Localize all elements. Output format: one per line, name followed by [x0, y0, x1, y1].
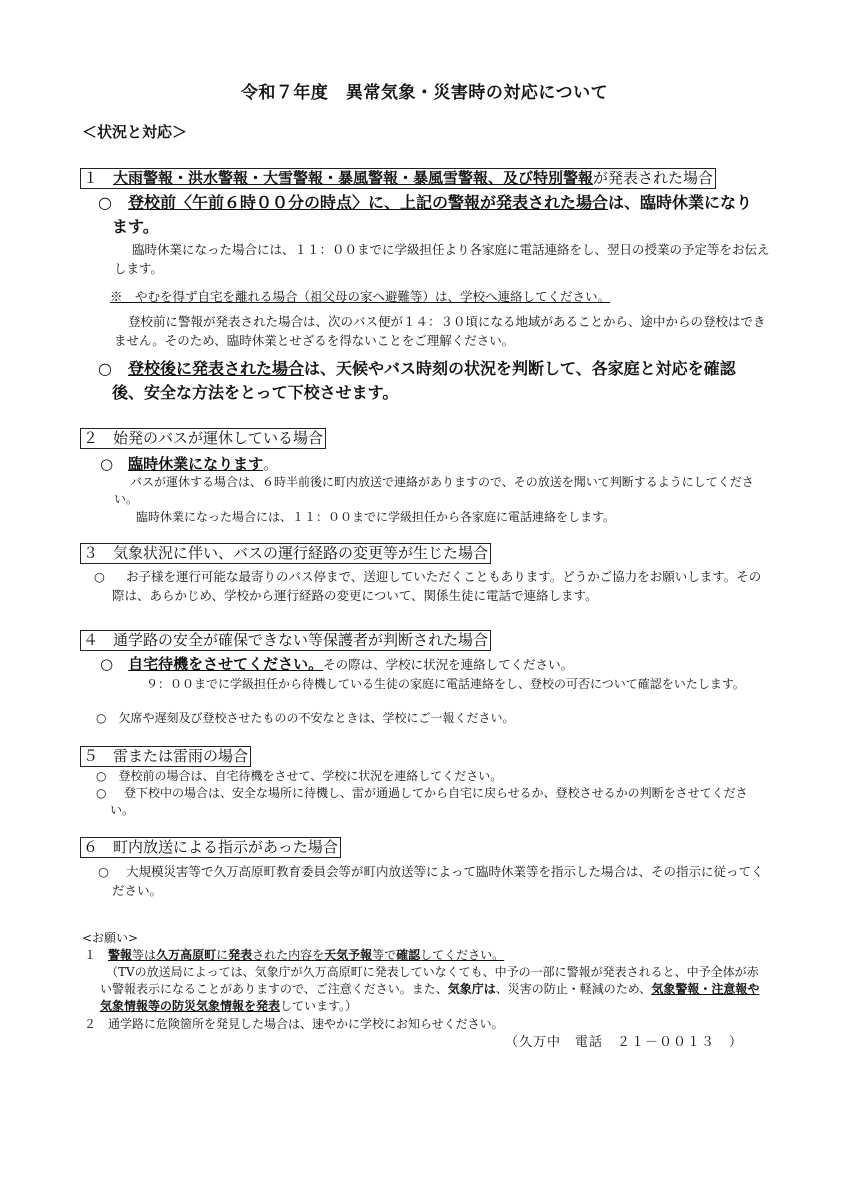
bullet-mark: ○	[98, 359, 112, 378]
section-1-heading	[80, 168, 716, 189]
s1-bullet-2-underlined: 登校後に発表された場合	[127, 359, 304, 378]
s2-bullet-tail: 。	[263, 455, 279, 473]
r1-text-bold: 気象庁は	[447, 982, 496, 996]
request-2-text: 通学路に危険箇所を発見した場合は、速やかに学校にお知らせください。	[108, 1017, 504, 1031]
contact-info: （久万中 電話 ２１－００１３ ）	[505, 1035, 744, 1050]
s6-paragraph: 大規模災害等で久万高原町教育委員会等が町内放送等によって臨時休業等を指示した場合は、その指示に従ってください。	[112, 864, 764, 898]
s3-paragraph: お子様を運行可能な最寄りのバス停まで、送迎していただくこともあります。どうかご協力をお願いします。その際は、あらかじめ、学校から運行経路の変更について、関係生徒に電話で連絡します。	[112, 569, 762, 603]
request-1	[84, 947, 504, 964]
s5-paragraph-2: 登下校中の場合は、安全な場所に待機し、雷が通過してから自宅に戻らせるか、登校させるかの判断をさせてください。	[110, 786, 748, 817]
s4-bullet-tail: その際は、学校に状況を連絡してください。	[323, 657, 574, 672]
s2-bullet	[100, 454, 278, 474]
section-4-heading: ４ 通学路の安全が確保できない等保護者が判断された場合	[80, 630, 491, 651]
request-2-number: ２	[84, 1017, 97, 1031]
bullet-mark: ○	[100, 655, 114, 673]
s5-bullet-1	[96, 768, 502, 785]
s4-bullet	[100, 654, 573, 675]
request-1-paragraph	[100, 964, 770, 1015]
bullet-mark: ○	[96, 769, 107, 783]
bullet-mark: ○	[100, 455, 114, 473]
r1-part: 等で	[372, 948, 397, 962]
r1-text-bold-underlined: 気象警報・注意報や気象情報等の防災気象情報を発表	[100, 982, 760, 1013]
request-2	[84, 1016, 504, 1033]
s1-bullet-1-tail: は、臨時休業になり	[608, 193, 753, 212]
page-title: 令和７年度 異常気象・災害時の対応について	[240, 83, 609, 103]
s1-paragraph-1: 臨時休業になった場合には、１１：００までに学級担任より各家庭に電話連絡をし、翌日の授業の予定等をお伝えします。	[114, 242, 770, 276]
s5-paragraph-1: 登校前の場合は、自宅待機をさせて、学校に状況を連絡してください。	[118, 769, 503, 783]
r1-part: 天気予報	[324, 948, 373, 962]
r1-part: 等は	[132, 948, 157, 962]
r1-part: 久万高原町	[156, 948, 217, 962]
section-6-heading: ６ 町内放送による指示があった場合	[80, 837, 341, 858]
section-1-number: １	[83, 169, 99, 187]
section-5-heading: ５ 雷または雷雨の場合	[80, 746, 251, 767]
s2-paragraph-1: バスが運休する場合は、６時半前後に町内放送で連絡がありますので、その放送を聞いて判断するようにしてください。	[114, 475, 754, 506]
r1-part: された内容を	[252, 948, 325, 962]
s4-bullet-2	[96, 710, 515, 727]
r1-text: 、災害の防止・軽減のため、	[495, 982, 652, 996]
s2-bullet-underlined: 臨時休業になります	[128, 455, 264, 473]
s4-paragraph-1: ９：００までに学級担任から待機している生徒の家庭に電話連絡をし、登校の可否について確認をいたします。	[146, 677, 745, 691]
requests-heading: <お願い>	[82, 931, 139, 945]
r1-text: しています。）	[280, 999, 358, 1013]
s6-bullet-mark: ○	[98, 864, 109, 879]
s4-bullet-underlined: 自宅待機をさせてください。	[128, 655, 324, 673]
s1-bullet-2-cont: 後、安全な方法をとって下校させます。	[112, 383, 399, 402]
s1-bullet-2	[98, 358, 736, 380]
s1-bullet-1-cont: ます。	[112, 217, 159, 236]
r1-text: （TVの放送局によっては、気象庁が久万高原町に発表していなくても、中予の一部に警報が発表されると、中予全体が赤い警報表示になることがありますので、ご注意ください。また、	[100, 965, 759, 996]
s4-paragraph-2: 欠席や遅刻及び登校させたものの不安なときは、学校にご一報ください。	[118, 711, 515, 725]
s1-bullet-1	[98, 192, 752, 214]
request-1-number: １	[84, 948, 97, 962]
s1-note: ※ やむを得ず自宅を離れる場合（祖父母の家へ避難等）は、学校へ連絡してください。	[110, 289, 611, 304]
s2-paragraph-2: 臨時休業になった場合には、１１：００までに学級担任から各家庭に電話連絡をします。	[136, 510, 616, 524]
section-2-heading: ２ 始発のバスが運休している場合	[80, 428, 326, 449]
section-1-heading-tail: が発表された場合	[593, 169, 714, 187]
section-3-heading: ３ 気象状況に伴い、バスの運行経路の変更等が生じた場合	[80, 543, 491, 564]
s1-paragraph-2: 登校前に警報が発表された場合は、次のバス便が１４：３０頃になる地域があることから、途中からの登校はできません。そのため、臨時休業とせざるを得ないことをご理解ください。	[114, 314, 766, 348]
r1-part: 確認	[396, 948, 421, 962]
bullet-mark: ○	[96, 711, 107, 725]
r1-part: 警報	[108, 948, 133, 962]
section-1-heading-bold: 大雨警報・洪水警報・大雪警報・暴風警報・暴風雪警報、及び特別警報	[113, 169, 594, 187]
section-subtitle: ＜状況と対応＞	[82, 123, 188, 141]
s1-bullet-1-underlined: 登校前〈午前６時００分の時点〉に、上記の警報が発表された場合	[127, 193, 608, 212]
r1-part: に	[216, 948, 229, 962]
s3-bullet-mark: ○	[94, 569, 105, 584]
r1-part: してください。	[420, 948, 505, 962]
s1-bullet-2-tail: は、天候やバス時刻の状況を判断して、各家庭と対応を確認	[304, 359, 736, 378]
s5-bullet-2-mark: ○	[96, 786, 107, 800]
bullet-mark: ○	[98, 193, 112, 212]
r1-part: 発表	[228, 948, 253, 962]
